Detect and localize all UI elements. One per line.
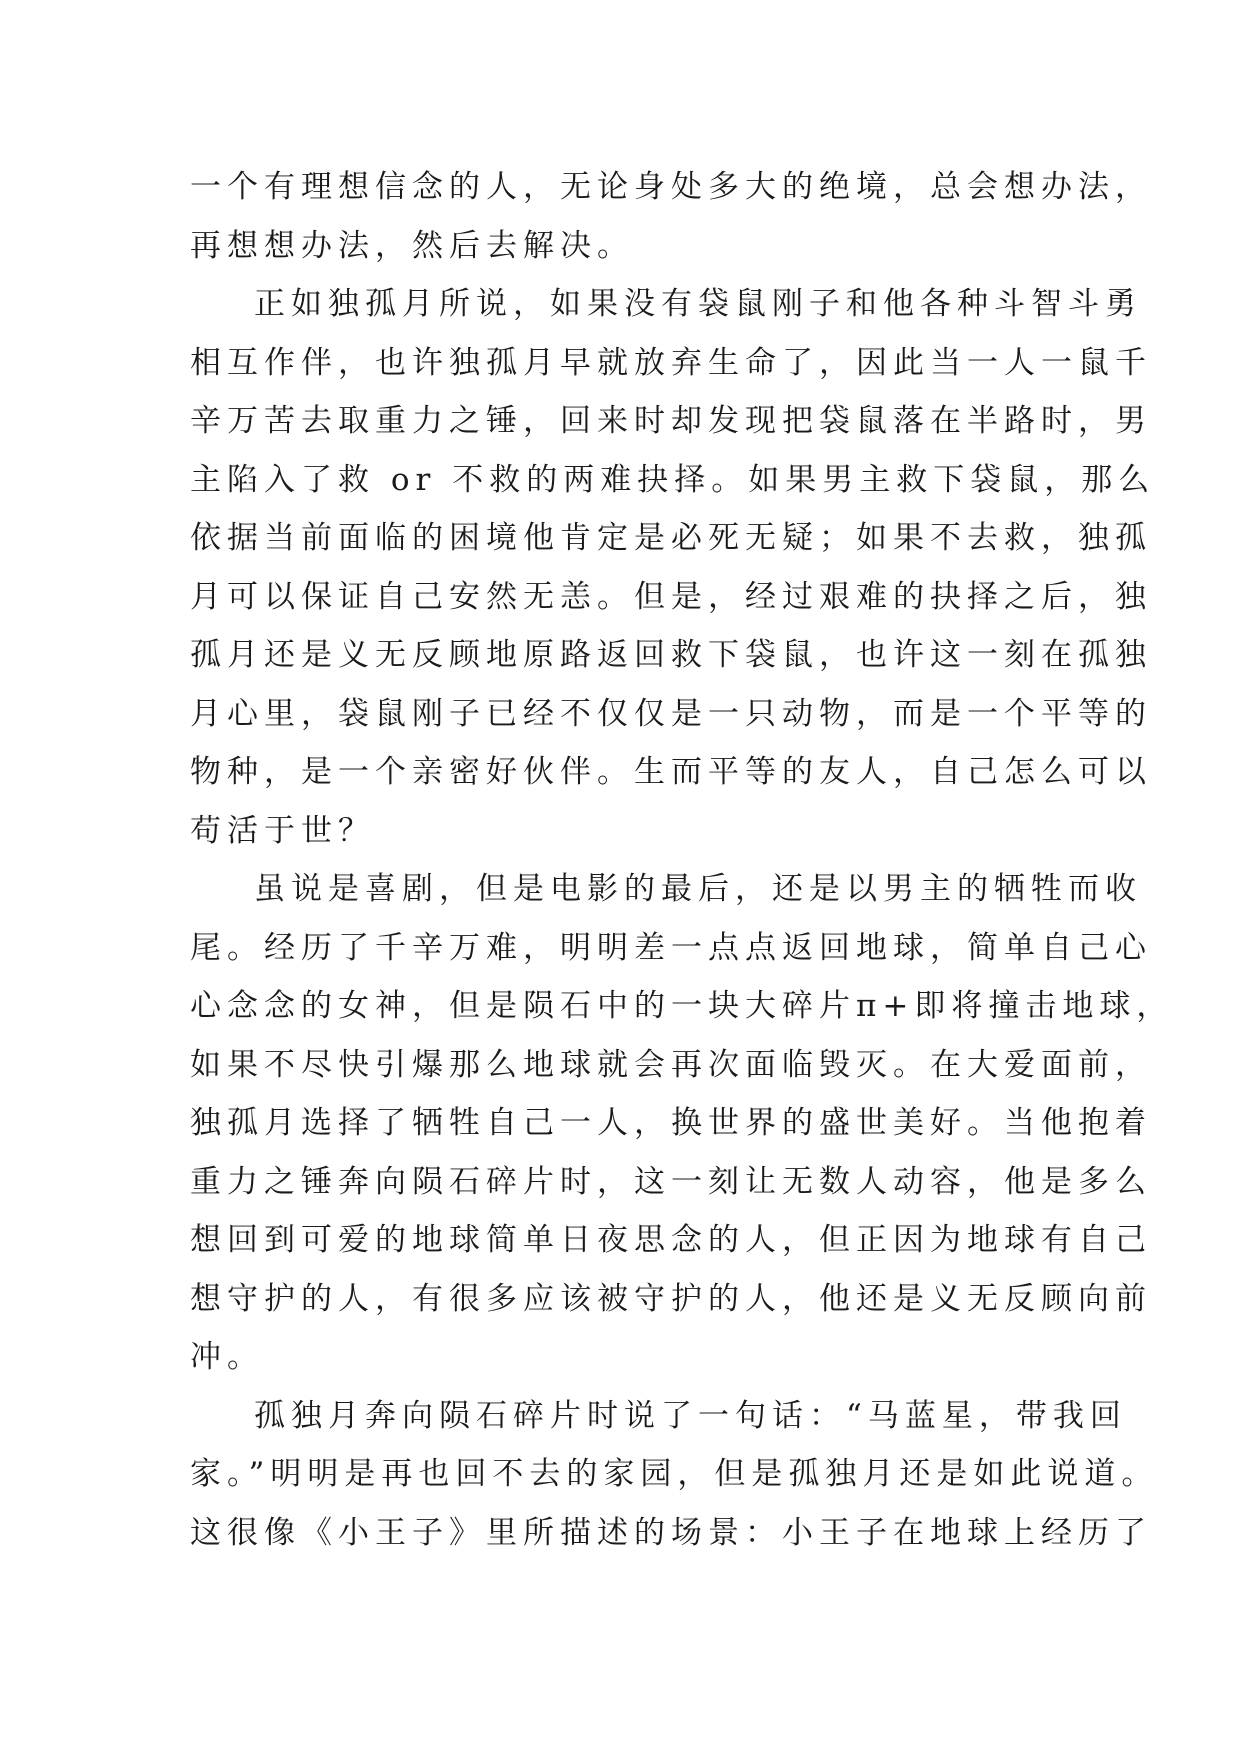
paragraph-line: 想守护的人，有很多应该被守护的人，他还是义无反顾向前 (190, 1280, 1152, 1317)
paragraph-line: 月心里，袋鼠刚子已经不仅仅是一只动物，而是一个平等的 (190, 695, 1152, 732)
paragraph-line: 心念念的女神，但是陨石中的一块大碎片π+即将撞击地球， (190, 988, 1174, 1024)
paragraph-line: 月可以保证自己安然无恙。但是，经过艰难的抉择之后，独 (190, 578, 1152, 615)
paragraph-line: 家。”明明是再也回不去的家园，但是孤独月还是如此说道。 (190, 1456, 1159, 1492)
paragraph-line: 物种，是一个亲密好伙伴。生而平等的友人，自己怎么可以 (190, 754, 1152, 790)
paragraph-3 (190, 860, 1174, 1387)
paragraph-line: 相互作伴，也许独孤月早就放弃生命了，因此当一人一鼠千 (190, 344, 1152, 381)
paragraph-line: 孤月还是义无反顾地原路返回救下袋鼠，也许这一刻在孤独 (190, 637, 1152, 673)
paragraph-line: 重力之锤奔向陨石碎片时，这一刻让无数人动容，他是多么 (190, 1163, 1152, 1200)
paragraph-line: 如果不尽快引爆那么地球就会再次面临毁灭。在大爱面前， (190, 1046, 1152, 1083)
paragraph-line: 辛万苦去取重力之锤，回来时却发现把袋鼠落在半路时，男 (190, 403, 1152, 439)
paragraph-line: 冲。 (190, 1339, 264, 1375)
document-body (190, 158, 1174, 1562)
paragraph-line: 这很像《小王子》里所描述的场景：小王子在地球上经历了 (190, 1514, 1152, 1551)
paragraph-line: 想回到可爱的地球简单日夜思念的人，但正因为地球有自己 (190, 1222, 1152, 1258)
paragraph-2 (190, 275, 1156, 860)
paragraph-line: 独孤月选择了牺牲自己一人，换世界的盛世美好。当他抱着 (190, 1105, 1152, 1141)
paragraph-line: 虽说是喜剧，但是电影的最后，还是以男主的牺牲而收 (254, 871, 1142, 907)
paragraph-line: 尾。经历了千辛万难，明明差一点点返回地球，简单自己心 (190, 929, 1152, 966)
paragraph-line: 依据当前面临的困境他肯定是必死无疑；如果不去救，独孤 (190, 520, 1152, 556)
paragraph-line: 孤独月奔向陨石碎片时说了一句话：“马蓝星，带我回 (254, 1397, 1127, 1434)
paragraph-1 (190, 158, 1152, 275)
paragraph-line: 主陷入了救 or 不救的两难抉择。如果男主救下袋鼠，那么 (190, 461, 1156, 498)
paragraph-4 (190, 1387, 1159, 1563)
paragraph-line: 再想想办法，然后去解决。 (190, 227, 634, 264)
paragraph-line: 一个有理想信念的人，无论身处多大的绝境，总会想办法， (190, 169, 1152, 205)
paragraph-line: 苟活于世？ (190, 812, 375, 849)
paragraph-line: 正如独孤月所说，如果没有袋鼠刚子和他各种斗智斗勇 (254, 286, 1142, 322)
